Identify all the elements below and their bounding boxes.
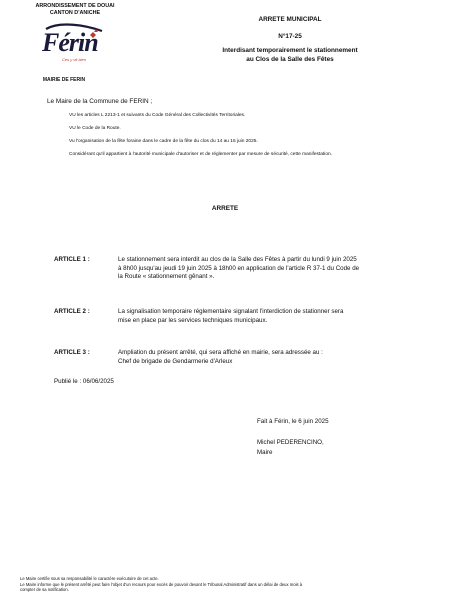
arrete-type: ARRETE MUNICIPAL (258, 16, 322, 23)
article-line: Le stationnement sera interdit au clos de la Salle des Fêtes à partir du lundi 9 juin 2025 (118, 256, 357, 263)
arrondissement-line: ARRONDISSEMENT DE DOUAI (35, 3, 115, 9)
ferin-logo (20, 3, 130, 83)
article-3-text (118, 349, 428, 366)
signatory-name: Michel PEDERENCINO, (257, 439, 324, 446)
signature-place-date: Fait à Férin, le 6 juin 2025 (257, 418, 329, 425)
footer-line: Le Maire certifie sous sa responsabilité le caractère exécutoire de cet acte. (20, 576, 159, 581)
footer-line: Le Maire informe que le présent arrêté peut faire l'objet d'un recours pour excès de pouvoir devant le Tribunal Administratif dans un délai de deux mois à (20, 581, 303, 587)
signatory-title: Maire (257, 449, 273, 456)
vu-clause: VU les articles L 2213-1 et suivants du Code Général des Collectivités Territoriales. (69, 113, 246, 118)
published-date: Publié le : 06/06/2025 (54, 378, 114, 385)
subject-line-1: Interdisant temporairement le stationnement (222, 47, 358, 54)
article-1-text (118, 256, 428, 282)
article-2-text (118, 308, 428, 325)
vu-clause: Vu l'organisation de la fête foraine dans le cadre de la fête du clos du 14 au 15 juin 2025. (69, 139, 258, 144)
article-line: la Route « stationnement gênant ». (118, 273, 215, 280)
article-line: Chef de brigade de Gendarmerie d'Arleux (118, 357, 233, 365)
article-3-label: ARTICLE 3 : (54, 349, 90, 356)
article-line: La signalisation temporaire réglementaire signalant l'interdiction de stationner sera (118, 308, 344, 315)
article-line: mise en place par les services techniques municipaux. (118, 316, 268, 324)
arrete-number: N°17-25 (278, 32, 302, 40)
article-1-label: ARTICLE 1 : (54, 256, 90, 263)
footer-line: compter de sa notification. (20, 587, 69, 593)
footer-notice (20, 576, 430, 593)
mairie-label: MAIRIE DE FERIN (42, 77, 86, 83)
subject-line-2: au Clos de la Salle des Fêtes (246, 55, 334, 63)
logo-tagline: Ces y vit bien (62, 57, 87, 62)
vu-clause: VU le Code de la Route. (69, 126, 121, 131)
canton-line: CANTON D'ANICHE (49, 10, 101, 16)
article-line: à 8h00 jusqu'au jeudi 19 juin 2025 à 18h00 en application de l'article R 37-1 du Code de (118, 264, 360, 272)
document-header (210, 16, 370, 64)
intro-text: Le Maire de la Commune de FERIN ; (47, 98, 153, 105)
article-2-label: ARTICLE 2 : (54, 308, 90, 315)
arrete-heading: ARRETE (211, 205, 239, 212)
logo-wordmark: Férin (42, 28, 98, 57)
vu-clause: Considérant qu'il appartient à l'autorité municipale d'autoriser et de réglementer par mesure de sécurité, cette manifestation. (69, 152, 332, 157)
article-line: Ampliation du présent arrêté, qui sera affiché en mairie, sera adressée au : (118, 349, 323, 356)
